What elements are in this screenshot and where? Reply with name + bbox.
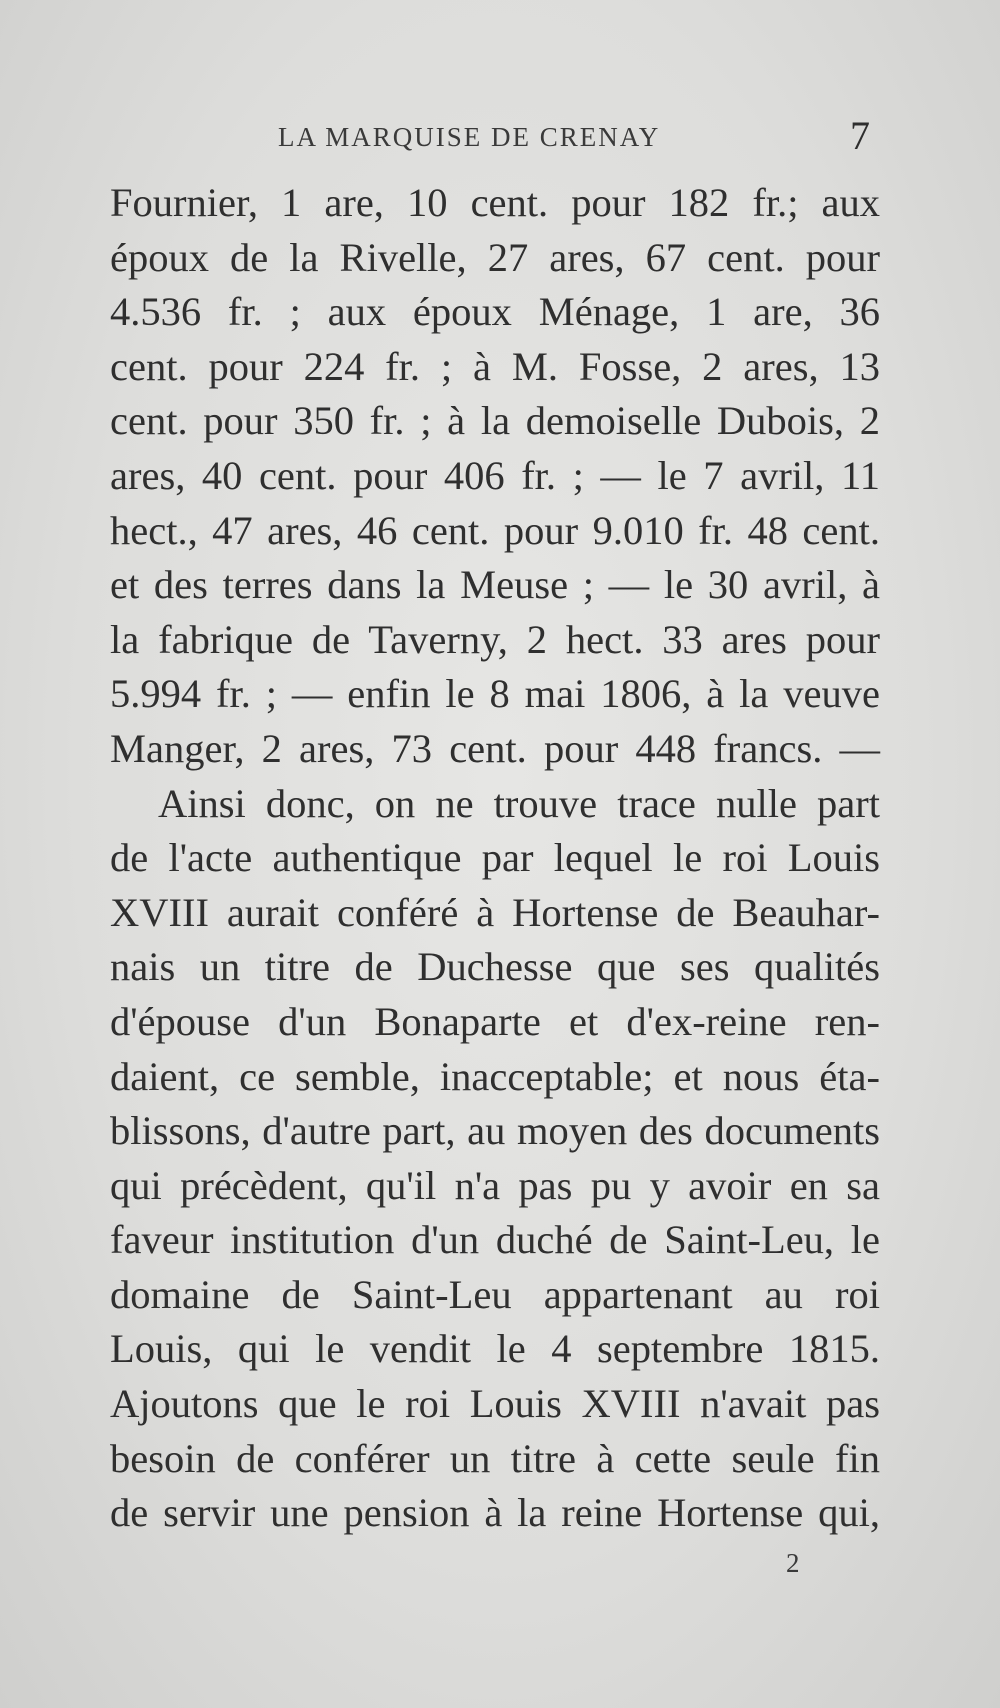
text-line: 5.994 fr. ; — enfin le 8 mai 1806, à la veuve — [110, 671, 880, 717]
text-line: époux de la Rivelle, 27 ares, 67 cent. pour — [110, 234, 880, 280]
text-line: faveur institution d'un duché de Saint-Leu, le — [110, 1217, 880, 1263]
signature-mark: 2 — [786, 1548, 800, 1578]
paragraph-first-line: Ainsi donc, on ne trouve trace nulle part — [158, 780, 880, 826]
text-line: de servir une pension à la reine Hortense qui, — [110, 1490, 880, 1536]
body-text — [110, 176, 880, 1541]
text-line: XVIII aurait conféré à Hortense de Beauhar- — [110, 889, 880, 935]
text-line: cent. pour 224 fr. ; à M. Fosse, 2 ares, 13 — [110, 343, 880, 389]
text-line: domaine de Saint-Leu appartenant au roi — [110, 1271, 880, 1317]
text-line: cent. pour 350 fr. ; à la demoiselle Dubois, 2 — [110, 398, 880, 444]
text-line: daient, ce semble, inacceptable; et nous éta- — [110, 1053, 880, 1099]
text-line: d'épouse d'un Bonaparte et d'ex-reine ren- — [110, 998, 880, 1044]
text-line: blissons, d'autre part, au moyen des documents — [110, 1108, 880, 1154]
page-number: 7 — [850, 113, 870, 158]
text-line: ares, 40 cent. pour 406 fr. ; — le 7 avril, 11 — [110, 452, 880, 498]
text-line: la fabrique de Taverny, 2 hect. 33 ares pour — [110, 616, 880, 662]
text-line: de l'acte authentique par lequel le roi Louis — [110, 835, 880, 881]
text-line: qui précèdent, qu'il n'a pas pu y avoir en sa — [110, 1162, 880, 1208]
text-line: Louis, qui le vendit le 4 septembre 1815. — [110, 1326, 880, 1372]
running-title: LA MARQUISE DE CRENAY — [278, 122, 661, 152]
text-line: besoin de conférer un titre à cette seule fin — [110, 1435, 880, 1481]
text-line: nais un titre de Duchesse que ses qualités — [110, 944, 880, 990]
text-line: Ajoutons que le roi Louis XVIII n'avait pas — [110, 1381, 880, 1427]
text-line: et des terres dans la Meuse ; — le 30 avril, à — [110, 562, 880, 608]
text-line: Manger, 2 ares, 73 cent. pour 448 francs. — — [110, 725, 880, 771]
text-line: Fournier, 1 are, 10 cent. pour 182 fr.; aux — [110, 180, 880, 225]
text-line: hect., 47 ares, 46 cent. pour 9.010 fr. 48 cent. — [110, 507, 880, 553]
text-line: 4.536 fr. ; aux époux Ménage, 1 are, 36 — [110, 289, 880, 335]
